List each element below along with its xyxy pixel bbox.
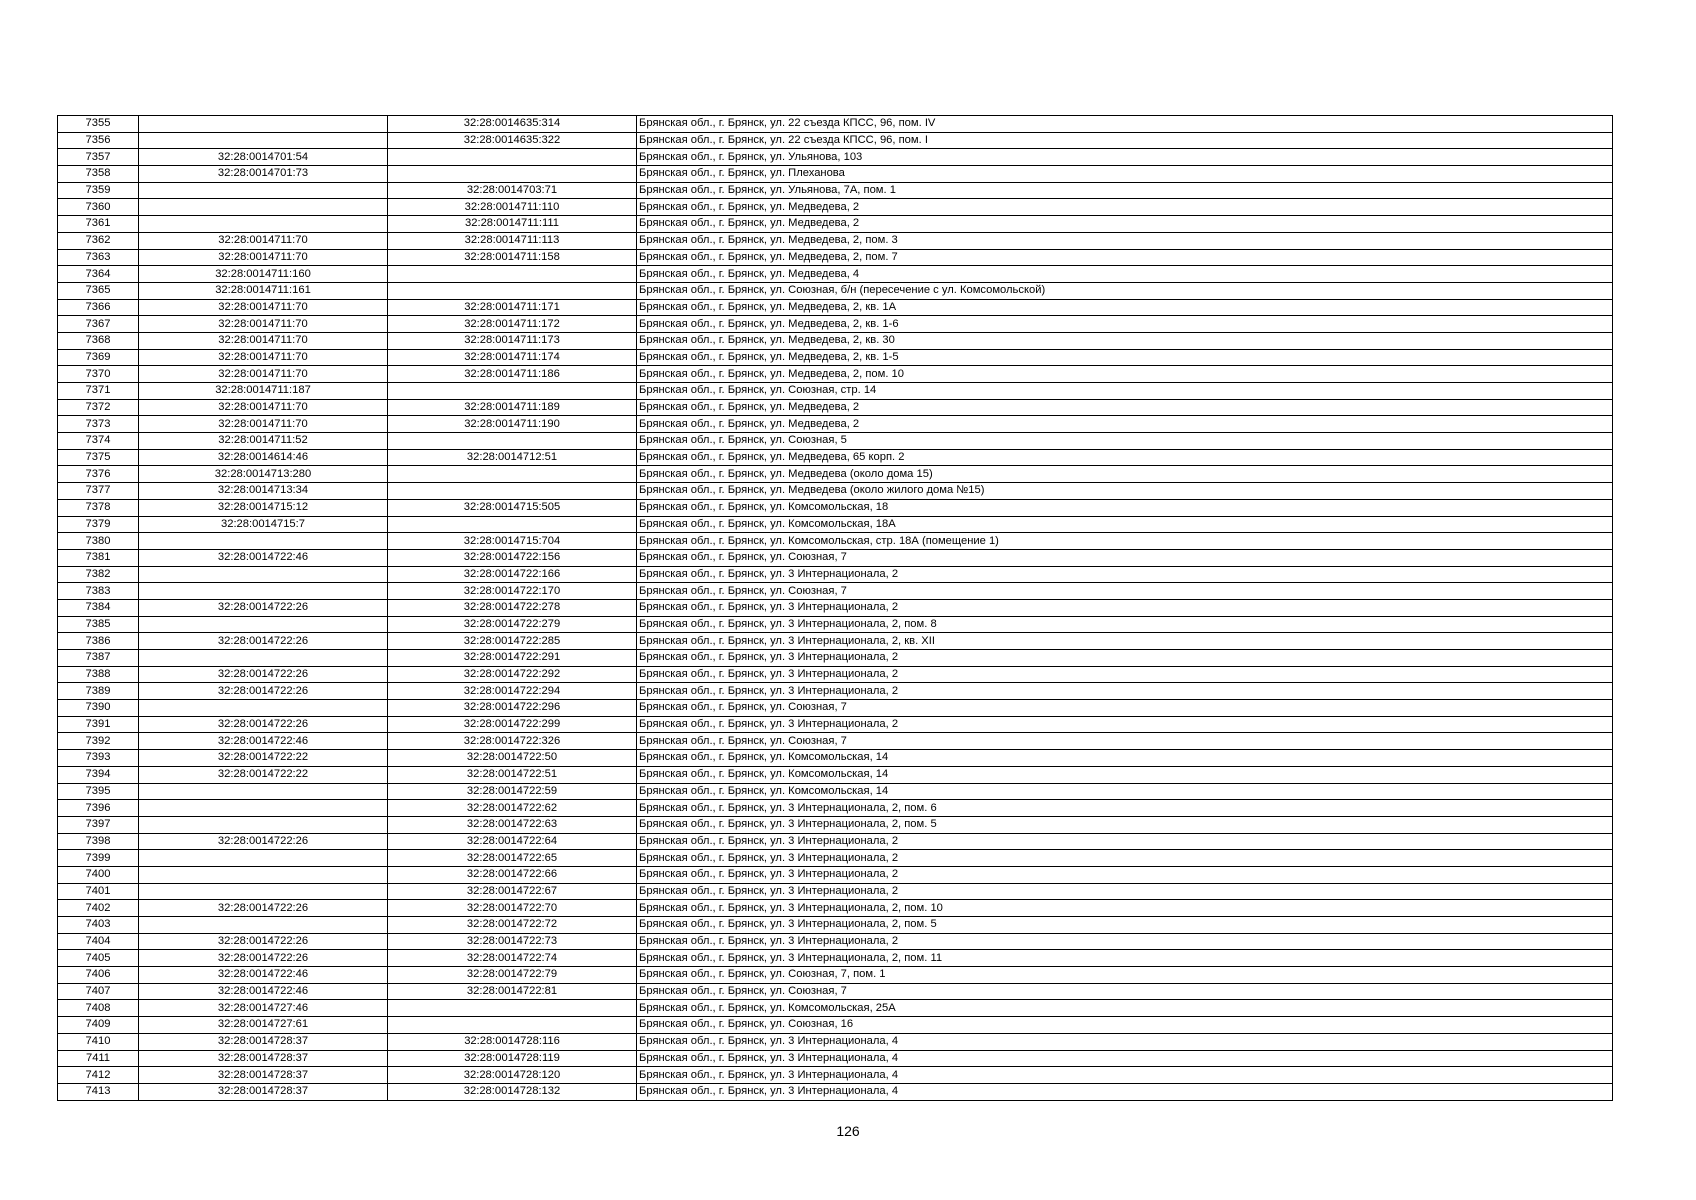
row-number-cell: 7375 [58, 449, 139, 466]
row-number-cell: 7390 [58, 700, 139, 717]
object-cadastral-number-cell: 32:28:0014722:65 [388, 850, 637, 867]
land-cadastral-number-cell: 32:28:0014701:54 [139, 149, 388, 166]
address-cell: Брянская обл., г. Брянск, ул. Союзная, 7 [637, 733, 1613, 750]
table-row [58, 199, 1613, 216]
land-cadastral-number-cell [139, 199, 388, 216]
object-cadastral-number-cell: 32:28:0014711:173 [388, 332, 637, 349]
land-cadastral-number-cell: 32:28:0014711:161 [139, 282, 388, 299]
address-cell: Брянская обл., г. Брянск, ул. Союзная, 7 [637, 983, 1613, 1000]
table-row [58, 833, 1613, 850]
address-cell: Брянская обл., г. Брянск, ул. 3 Интернационала, 2 [637, 566, 1613, 583]
row-number-cell: 7371 [58, 383, 139, 400]
table-row [58, 950, 1613, 967]
object-cadastral-number-cell: 32:28:0014722:63 [388, 816, 637, 833]
row-number-cell: 7413 [58, 1083, 139, 1100]
table-row [58, 666, 1613, 683]
row-number-cell: 7408 [58, 1000, 139, 1017]
row-number-cell: 7359 [58, 182, 139, 199]
land-cadastral-number-cell: 32:28:0014711:187 [139, 383, 388, 400]
row-number-cell: 7392 [58, 733, 139, 750]
address-cell: Брянская обл., г. Брянск, ул. Медведева (около жилого дома №15) [637, 483, 1613, 500]
row-number-cell: 7393 [58, 750, 139, 767]
land-cadastral-number-cell: 32:28:0014722:26 [139, 666, 388, 683]
land-cadastral-number-cell: 32:28:0014722:22 [139, 750, 388, 767]
address-cell: Брянская обл., г. Брянск, ул. Медведева, 2, кв. 30 [637, 332, 1613, 349]
land-cadastral-number-cell: 32:28:0014711:70 [139, 299, 388, 316]
row-number-cell: 7365 [58, 282, 139, 299]
row-number-cell: 7410 [58, 1033, 139, 1050]
row-number-cell: 7396 [58, 800, 139, 817]
table-row [58, 449, 1613, 466]
object-cadastral-number-cell: 32:28:0014711:171 [388, 299, 637, 316]
land-cadastral-number-cell [139, 783, 388, 800]
land-cadastral-number-cell: 32:28:0014711:160 [139, 266, 388, 283]
object-cadastral-number-cell [388, 433, 637, 450]
land-cadastral-number-cell [139, 216, 388, 233]
object-cadastral-number-cell: 32:28:0014715:505 [388, 499, 637, 516]
address-cell: Брянская обл., г. Брянск, ул. 3 Интернационала, 2, пом. 11 [637, 950, 1613, 967]
table-row [58, 866, 1613, 883]
address-cell: Брянская обл., г. Брянск, ул. Ульянова, 103 [637, 149, 1613, 166]
table-row [58, 616, 1613, 633]
row-number-cell: 7405 [58, 950, 139, 967]
address-cell: Брянская обл., г. Брянск, ул. Медведева, 2, кв. 1-5 [637, 349, 1613, 366]
table-row [58, 433, 1613, 450]
land-cadastral-number-cell: 32:28:0014711:70 [139, 232, 388, 249]
address-cell: Брянская обл., г. Брянск, ул. 3 Интернационала, 2, кв. XII [637, 633, 1613, 650]
table-row [58, 967, 1613, 984]
address-cell: Брянская обл., г. Брянск, ул. 3 Интернационала, 2, пом. 8 [637, 616, 1613, 633]
object-cadastral-number-cell: 32:28:0014711:174 [388, 349, 637, 366]
land-cadastral-number-cell: 32:28:0014713:34 [139, 483, 388, 500]
table-row [58, 349, 1613, 366]
object-cadastral-number-cell: 32:28:0014715:704 [388, 533, 637, 550]
address-cell: Брянская обл., г. Брянск, ул. 22 съезда КПСС, 96, пом. IV [637, 116, 1613, 133]
land-cadastral-number-cell: 32:28:0014722:26 [139, 683, 388, 700]
table-row [58, 883, 1613, 900]
address-cell: Брянская обл., г. Брянск, ул. 3 Интернационала, 2 [637, 866, 1613, 883]
row-number-cell: 7394 [58, 766, 139, 783]
land-cadastral-number-cell [139, 883, 388, 900]
table-row [58, 1017, 1613, 1034]
row-number-cell: 7388 [58, 666, 139, 683]
registry-table [57, 115, 1613, 1101]
address-cell: Брянская обл., г. Брянск, ул. Комсомольская, 18А [637, 516, 1613, 533]
address-cell: Брянская обл., г. Брянск, ул. Медведева, 2, кв. 1А [637, 299, 1613, 316]
row-number-cell: 7397 [58, 816, 139, 833]
address-cell: Брянская обл., г. Брянск, ул. Комсомольская, 25А [637, 1000, 1613, 1017]
land-cadastral-number-cell: 32:28:0014722:46 [139, 733, 388, 750]
object-cadastral-number-cell: 32:28:0014722:156 [388, 549, 637, 566]
row-number-cell: 7366 [58, 299, 139, 316]
table-row [58, 933, 1613, 950]
address-cell: Брянская обл., г. Брянск, ул. Медведева, 2 [637, 416, 1613, 433]
address-cell: Брянская обл., г. Брянск, ул. Союзная, 7 [637, 549, 1613, 566]
object-cadastral-number-cell: 32:28:0014635:322 [388, 132, 637, 149]
land-cadastral-number-cell: 32:28:0014722:26 [139, 716, 388, 733]
table-row [58, 182, 1613, 199]
table-row [58, 700, 1613, 717]
land-cadastral-number-cell [139, 650, 388, 667]
row-number-cell: 7368 [58, 332, 139, 349]
object-cadastral-number-cell: 32:28:0014703:71 [388, 182, 637, 199]
registry-table-body [58, 116, 1613, 1101]
land-cadastral-number-cell [139, 616, 388, 633]
row-number-cell: 7395 [58, 783, 139, 800]
address-cell: Брянская обл., г. Брянск, ул. Медведева, 2 [637, 216, 1613, 233]
table-row [58, 683, 1613, 700]
address-cell: Брянская обл., г. Брянск, ул. Комсомольская, 14 [637, 783, 1613, 800]
land-cadastral-number-cell: 32:28:0014711:70 [139, 332, 388, 349]
land-cadastral-number-cell: 32:28:0014722:26 [139, 833, 388, 850]
row-number-cell: 7400 [58, 866, 139, 883]
table-row [58, 266, 1613, 283]
land-cadastral-number-cell: 32:28:0014711:70 [139, 249, 388, 266]
object-cadastral-number-cell: 32:28:0014722:73 [388, 933, 637, 950]
land-cadastral-number-cell: 32:28:0014614:46 [139, 449, 388, 466]
table-row [58, 249, 1613, 266]
row-number-cell: 7385 [58, 616, 139, 633]
address-cell: Брянская обл., г. Брянск, ул. Комсомольская, 14 [637, 750, 1613, 767]
table-row [58, 416, 1613, 433]
address-cell: Брянская обл., г. Брянск, ул. Комсомольская, 14 [637, 766, 1613, 783]
land-cadastral-number-cell: 32:28:0014722:26 [139, 599, 388, 616]
object-cadastral-number-cell: 32:28:0014635:314 [388, 116, 637, 133]
row-number-cell: 7376 [58, 466, 139, 483]
object-cadastral-number-cell: 32:28:0014711:189 [388, 399, 637, 416]
table-row [58, 132, 1613, 149]
land-cadastral-number-cell: 32:28:0014722:46 [139, 967, 388, 984]
table-row [58, 166, 1613, 183]
land-cadastral-number-cell: 32:28:0014711:70 [139, 399, 388, 416]
address-cell: Брянская обл., г. Брянск, ул. 3 Интернационала, 4 [637, 1050, 1613, 1067]
table-row [58, 299, 1613, 316]
address-cell: Брянская обл., г. Брянск, ул. 3 Интернационала, 2 [637, 716, 1613, 733]
land-cadastral-number-cell: 32:28:0014715:12 [139, 499, 388, 516]
address-cell: Брянская обл., г. Брянск, ул. Комсомольская, стр. 18А (помещение 1) [637, 533, 1613, 550]
address-cell: Брянская обл., г. Брянск, ул. Медведева, 2, пом. 10 [637, 366, 1613, 383]
row-number-cell: 7389 [58, 683, 139, 700]
table-row [58, 1000, 1613, 1017]
land-cadastral-number-cell: 32:28:0014728:37 [139, 1050, 388, 1067]
row-number-cell: 7403 [58, 917, 139, 934]
row-number-cell: 7402 [58, 900, 139, 917]
address-cell: Брянская обл., г. Брянск, ул. Союзная, 7 [637, 700, 1613, 717]
land-cadastral-number-cell: 32:28:0014728:37 [139, 1033, 388, 1050]
page-number: 126 [836, 1123, 860, 1139]
land-cadastral-number-cell: 32:28:0014728:37 [139, 1083, 388, 1100]
address-cell: Брянская обл., г. Брянск, ул. Союзная, 16 [637, 1017, 1613, 1034]
object-cadastral-number-cell: 32:28:0014722:51 [388, 766, 637, 783]
land-cadastral-number-cell: 32:28:0014722:46 [139, 983, 388, 1000]
object-cadastral-number-cell [388, 282, 637, 299]
object-cadastral-number-cell: 32:28:0014712:51 [388, 449, 637, 466]
table-row [58, 1050, 1613, 1067]
address-cell: Брянская обл., г. Брянск, ул. Союзная, стр. 14 [637, 383, 1613, 400]
object-cadastral-number-cell: 32:28:0014722:79 [388, 967, 637, 984]
address-cell: Брянская обл., г. Брянск, ул. Медведева, 2, пом. 7 [637, 249, 1613, 266]
object-cadastral-number-cell [388, 516, 637, 533]
table-row [58, 750, 1613, 767]
table-row [58, 800, 1613, 817]
object-cadastral-number-cell: 32:28:0014722:279 [388, 616, 637, 633]
table-row [58, 1083, 1613, 1100]
object-cadastral-number-cell: 32:28:0014722:64 [388, 833, 637, 850]
table-row [58, 499, 1613, 516]
table-row [58, 816, 1613, 833]
table-row [58, 599, 1613, 616]
land-cadastral-number-cell [139, 850, 388, 867]
row-number-cell: 7357 [58, 149, 139, 166]
land-cadastral-number-cell: 32:28:0014722:46 [139, 549, 388, 566]
address-cell: Брянская обл., г. Брянск, ул. 3 Интернационала, 4 [637, 1067, 1613, 1084]
land-cadastral-number-cell: 32:28:0014711:70 [139, 416, 388, 433]
land-cadastral-number-cell [139, 700, 388, 717]
address-cell: Брянская обл., г. Брянск, ул. 3 Интернационала, 2 [637, 683, 1613, 700]
land-cadastral-number-cell [139, 566, 388, 583]
object-cadastral-number-cell: 32:28:0014722:50 [388, 750, 637, 767]
land-cadastral-number-cell: 32:28:0014711:70 [139, 366, 388, 383]
address-cell: Брянская обл., г. Брянск, ул. 3 Интернационала, 2 [637, 833, 1613, 850]
address-cell: Брянская обл., г. Брянск, ул. Комсомольская, 18 [637, 499, 1613, 516]
row-number-cell: 7355 [58, 116, 139, 133]
row-number-cell: 7384 [58, 599, 139, 616]
object-cadastral-number-cell: 32:28:0014722:62 [388, 800, 637, 817]
row-number-cell: 7381 [58, 549, 139, 566]
table-row [58, 332, 1613, 349]
address-cell: Брянская обл., г. Брянск, ул. Ульянова, 7А, пом. 1 [637, 182, 1613, 199]
land-cadastral-number-cell [139, 866, 388, 883]
object-cadastral-number-cell [388, 1000, 637, 1017]
table-row [58, 566, 1613, 583]
object-cadastral-number-cell: 32:28:0014722:294 [388, 683, 637, 700]
row-number-cell: 7386 [58, 633, 139, 650]
table-row [58, 232, 1613, 249]
table-row [58, 783, 1613, 800]
address-cell: Брянская обл., г. Брянск, ул. 3 Интернационала, 2 [637, 933, 1613, 950]
object-cadastral-number-cell: 32:28:0014728:120 [388, 1067, 637, 1084]
row-number-cell: 7399 [58, 850, 139, 867]
object-cadastral-number-cell: 32:28:0014711:190 [388, 416, 637, 433]
row-number-cell: 7378 [58, 499, 139, 516]
object-cadastral-number-cell: 32:28:0014711:158 [388, 249, 637, 266]
row-number-cell: 7401 [58, 883, 139, 900]
table-row [58, 716, 1613, 733]
table-row [58, 149, 1613, 166]
address-cell: Брянская обл., г. Брянск, ул. 3 Интернационала, 2 [637, 883, 1613, 900]
address-cell: Брянская обл., г. Брянск, ул. 22 съезда КПСС, 96, пом. I [637, 132, 1613, 149]
table-row [58, 116, 1613, 133]
table-row [58, 282, 1613, 299]
address-cell: Брянская обл., г. Брянск, ул. 3 Интернационала, 2, пом. 10 [637, 900, 1613, 917]
row-number-cell: 7363 [58, 249, 139, 266]
land-cadastral-number-cell: 32:28:0014722:26 [139, 950, 388, 967]
address-cell: Брянская обл., г. Брянск, ул. Союзная, б/н (пересечение с ул. Комсомольской) [637, 282, 1613, 299]
object-cadastral-number-cell: 32:28:0014711:111 [388, 216, 637, 233]
table-row [58, 366, 1613, 383]
row-number-cell: 7406 [58, 967, 139, 984]
row-number-cell: 7364 [58, 266, 139, 283]
table-row [58, 483, 1613, 500]
table-row [58, 983, 1613, 1000]
table-row [58, 850, 1613, 867]
row-number-cell: 7360 [58, 199, 139, 216]
object-cadastral-number-cell: 32:28:0014728:116 [388, 1033, 637, 1050]
row-number-cell: 7404 [58, 933, 139, 950]
table-row [58, 516, 1613, 533]
object-cadastral-number-cell: 32:28:0014722:291 [388, 650, 637, 667]
row-number-cell: 7356 [58, 132, 139, 149]
table-row [58, 1067, 1613, 1084]
object-cadastral-number-cell [388, 266, 637, 283]
row-number-cell: 7412 [58, 1067, 139, 1084]
address-cell: Брянская обл., г. Брянск, ул. 3 Интернационала, 2 [637, 599, 1613, 616]
land-cadastral-number-cell: 32:28:0014701:73 [139, 166, 388, 183]
table-row [58, 583, 1613, 600]
address-cell: Брянская обл., г. Брянск, ул. 3 Интернационала, 2, пом. 5 [637, 816, 1613, 833]
land-cadastral-number-cell: 32:28:0014711:70 [139, 316, 388, 333]
address-cell: Брянская обл., г. Брянск, ул. 3 Интернационала, 2, пом. 5 [637, 917, 1613, 934]
row-number-cell: 7398 [58, 833, 139, 850]
address-cell: Брянская обл., г. Брянск, ул. 3 Интернационала, 4 [637, 1033, 1613, 1050]
object-cadastral-number-cell: 32:28:0014722:70 [388, 900, 637, 917]
row-number-cell: 7361 [58, 216, 139, 233]
address-cell: Брянская обл., г. Брянск, ул. Плеханова [637, 166, 1613, 183]
address-cell: Брянская обл., г. Брянск, ул. Медведева (около дома 15) [637, 466, 1613, 483]
object-cadastral-number-cell: 32:28:0014711:186 [388, 366, 637, 383]
row-number-cell: 7358 [58, 166, 139, 183]
table-row [58, 383, 1613, 400]
address-cell: Брянская обл., г. Брянск, ул. 3 Интернационала, 2 [637, 850, 1613, 867]
table-row [58, 399, 1613, 416]
row-number-cell: 7374 [58, 433, 139, 450]
address-cell: Брянская обл., г. Брянск, ул. Медведева, 65 корп. 2 [637, 449, 1613, 466]
land-cadastral-number-cell: 32:28:0014722:26 [139, 900, 388, 917]
land-cadastral-number-cell [139, 583, 388, 600]
land-cadastral-number-cell: 32:28:0014722:26 [139, 933, 388, 950]
object-cadastral-number-cell: 32:28:0014711:110 [388, 199, 637, 216]
object-cadastral-number-cell: 32:28:0014722:72 [388, 917, 637, 934]
row-number-cell: 7387 [58, 650, 139, 667]
object-cadastral-number-cell: 32:28:0014722:66 [388, 866, 637, 883]
address-cell: Брянская обл., г. Брянск, ул. Союзная, 5 [637, 433, 1613, 450]
table-row [58, 316, 1613, 333]
object-cadastral-number-cell: 32:28:0014728:132 [388, 1083, 637, 1100]
row-number-cell: 7370 [58, 366, 139, 383]
address-cell: Брянская обл., г. Брянск, ул. Медведева, 2 [637, 399, 1613, 416]
row-number-cell: 7391 [58, 716, 139, 733]
row-number-cell: 7382 [58, 566, 139, 583]
land-cadastral-number-cell [139, 116, 388, 133]
row-number-cell: 7383 [58, 583, 139, 600]
address-cell: Брянская обл., г. Брянск, ул. 3 Интернационала, 4 [637, 1083, 1613, 1100]
table-row [58, 766, 1613, 783]
land-cadastral-number-cell: 32:28:0014722:22 [139, 766, 388, 783]
object-cadastral-number-cell [388, 383, 637, 400]
row-number-cell: 7367 [58, 316, 139, 333]
row-number-cell: 7373 [58, 416, 139, 433]
table-row [58, 633, 1613, 650]
land-cadastral-number-cell [139, 816, 388, 833]
object-cadastral-number-cell: 32:28:0014722:299 [388, 716, 637, 733]
row-number-cell: 7411 [58, 1050, 139, 1067]
land-cadastral-number-cell [139, 917, 388, 934]
row-number-cell: 7369 [58, 349, 139, 366]
row-number-cell: 7380 [58, 533, 139, 550]
land-cadastral-number-cell: 32:28:0014728:37 [139, 1067, 388, 1084]
address-cell: Брянская обл., г. Брянск, ул. Медведева, 2 [637, 199, 1613, 216]
row-number-cell: 7407 [58, 983, 139, 1000]
table-row [58, 466, 1613, 483]
land-cadastral-number-cell: 32:28:0014711:70 [139, 349, 388, 366]
address-cell: Брянская обл., г. Брянск, ул. 3 Интернационала, 2 [637, 666, 1613, 683]
land-cadastral-number-cell: 32:28:0014727:46 [139, 1000, 388, 1017]
land-cadastral-number-cell: 32:28:0014711:52 [139, 433, 388, 450]
row-number-cell: 7372 [58, 399, 139, 416]
address-cell: Брянская обл., г. Брянск, ул. Медведева, 4 [637, 266, 1613, 283]
table-row [58, 533, 1613, 550]
object-cadastral-number-cell [388, 149, 637, 166]
address-cell: Брянская обл., г. Брянск, ул. 3 Интернационала, 2 [637, 650, 1613, 667]
table-row [58, 917, 1613, 934]
land-cadastral-number-cell: 32:28:0014713:280 [139, 466, 388, 483]
table-row [58, 900, 1613, 917]
row-number-cell: 7409 [58, 1017, 139, 1034]
land-cadastral-number-cell [139, 182, 388, 199]
row-number-cell: 7377 [58, 483, 139, 500]
land-cadastral-number-cell [139, 800, 388, 817]
address-cell: Брянская обл., г. Брянск, ул. 3 Интернационала, 2, пом. 6 [637, 800, 1613, 817]
object-cadastral-number-cell: 32:28:0014722:326 [388, 733, 637, 750]
object-cadastral-number-cell: 32:28:0014722:81 [388, 983, 637, 1000]
address-cell: Брянская обл., г. Брянск, ул. Медведева, 2, кв. 1-6 [637, 316, 1613, 333]
address-cell: Брянская обл., г. Брянск, ул. Медведева, 2, пом. 3 [637, 232, 1613, 249]
land-cadastral-number-cell [139, 533, 388, 550]
object-cadastral-number-cell: 32:28:0014722:285 [388, 633, 637, 650]
object-cadastral-number-cell: 32:28:0014722:292 [388, 666, 637, 683]
address-cell: Брянская обл., г. Брянск, ул. Союзная, 7 [637, 583, 1613, 600]
table-row [58, 650, 1613, 667]
row-number-cell: 7362 [58, 232, 139, 249]
land-cadastral-number-cell: 32:28:0014715:7 [139, 516, 388, 533]
object-cadastral-number-cell: 32:28:0014722:296 [388, 700, 637, 717]
table-row [58, 1033, 1613, 1050]
object-cadastral-number-cell [388, 483, 637, 500]
object-cadastral-number-cell: 32:28:0014728:119 [388, 1050, 637, 1067]
object-cadastral-number-cell [388, 1017, 637, 1034]
land-cadastral-number-cell [139, 132, 388, 149]
object-cadastral-number-cell: 32:28:0014722:59 [388, 783, 637, 800]
table-row [58, 733, 1613, 750]
row-number-cell: 7379 [58, 516, 139, 533]
object-cadastral-number-cell: 32:28:0014722:67 [388, 883, 637, 900]
object-cadastral-number-cell: 32:28:0014711:113 [388, 232, 637, 249]
object-cadastral-number-cell: 32:28:0014722:166 [388, 566, 637, 583]
land-cadastral-number-cell: 32:28:0014722:26 [139, 633, 388, 650]
object-cadastral-number-cell [388, 166, 637, 183]
land-cadastral-number-cell: 32:28:0014727:61 [139, 1017, 388, 1034]
object-cadastral-number-cell: 32:28:0014722:170 [388, 583, 637, 600]
object-cadastral-number-cell [388, 466, 637, 483]
object-cadastral-number-cell: 32:28:0014711:172 [388, 316, 637, 333]
table-row [58, 549, 1613, 566]
object-cadastral-number-cell: 32:28:0014722:74 [388, 950, 637, 967]
address-cell: Брянская обл., г. Брянск, ул. Союзная, 7, пом. 1 [637, 967, 1613, 984]
object-cadastral-number-cell: 32:28:0014722:278 [388, 599, 637, 616]
table-row [58, 216, 1613, 233]
